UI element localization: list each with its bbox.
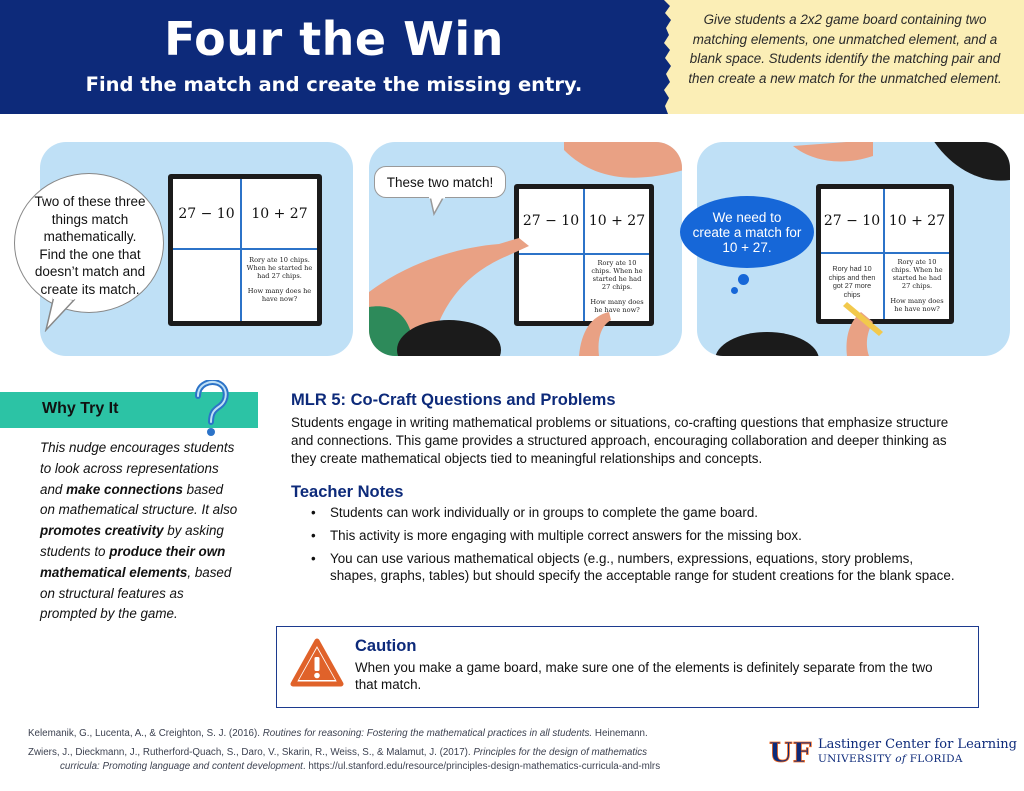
page-title: Four the Win <box>164 12 504 66</box>
why-emphasis: promotes creativity <box>40 523 164 539</box>
why-text: This nudge encourages students to look across representations and <box>40 440 235 497</box>
board-cell-expression-a: 27 − 10 <box>821 189 885 254</box>
caution-body: When you make a game board, make sure one of the elements is definitely separate from the two that match. <box>355 660 933 693</box>
teacher-note-item: • Students can work individually or in groups to complete the game board. <box>311 504 961 521</box>
university-text: FLORIDA <box>906 753 963 765</box>
teacher-notes-list <box>311 504 961 590</box>
thought-dot <box>738 274 749 285</box>
story-problem-question: How many does he have now? <box>890 297 944 313</box>
speech-bubble-tail <box>44 296 84 332</box>
board-cell-expression-a: 27 − 10 <box>173 179 242 250</box>
game-board <box>168 174 322 326</box>
question-mark-icon <box>190 380 232 438</box>
caution-heading: Caution <box>355 637 417 655</box>
board-cell-expression-b: 10 + 27 <box>885 189 949 254</box>
board-cell-expression-b: 10 + 27 <box>242 179 317 250</box>
reference-title: Routines for reasoning: Fostering the mathematical practices in all students. <box>262 728 593 739</box>
why-text: , based on structural features as prompted by the game. <box>40 564 232 622</box>
student-hair-graphic <box>793 142 1010 186</box>
teacher-notes-heading: Teacher Notes <box>291 483 404 501</box>
board-cell-blank <box>173 250 242 321</box>
header-description: Give students a 2x2 game board containing two matching elements, one unmatched element, and a blank space. Students identify the matching pair and then create a new match for the unmatched element. <box>688 12 1002 86</box>
reference-link: . https://ul.stanford.edu/resource/principles-design-mathematics-curricula-and-mlrs <box>302 760 661 772</box>
why-emphasis: make connections <box>66 481 183 497</box>
university-name <box>818 753 963 765</box>
torn-edge-graphic <box>656 0 672 114</box>
speech-bubble-tail <box>426 196 448 216</box>
why-emphasis: produce their own mathematical elements <box>40 543 226 580</box>
speech-bubble-1-text: Two of these three things match mathematically. Find the one that doesn’t match and create its match. <box>34 194 146 297</box>
why-try-it-title: Why Try It <box>42 400 119 417</box>
board-cell-expression-a: 27 − 10 <box>519 189 585 255</box>
story-problem-question: How many does he have now? <box>247 287 312 303</box>
teacher-note-item: • You can use various mathematical objects (e.g., numbers, expressions, equations, story problems, shapes, graphs, tables) but should specify the acceptable range for student creations for the blank space. <box>311 550 961 584</box>
board-cell-expression-b: 10 + 27 <box>585 189 649 255</box>
teacher-note-item: • This activity is more engaging with multiple correct answers for the missing box. <box>311 527 961 544</box>
lastinger-center-name: Lastinger Center for Learning <box>818 737 1017 752</box>
reference-text: Zwiers, J., Dieckmann, J., Rutherford-Quach, S., Daro, V., Skarin, R., Weiss, S., & Malamut, J. (2017). <box>28 747 474 758</box>
student-hand-pencil-graphic <box>697 282 1010 356</box>
reference-2 <box>28 746 748 773</box>
why-text: based on mathematical structure. It also <box>40 481 238 518</box>
students-hands-graphic <box>369 222 682 356</box>
reference-title: curricula: Promoting language and content development <box>60 760 303 772</box>
story-problem-text: Rory ate 10 chips. When he started he had 27 chips. <box>246 256 313 280</box>
why-text: by asking students to <box>40 523 224 559</box>
warning-icon <box>290 638 344 688</box>
board-cell-student-answer: Rory had 10 chips and then got 27 more chips <box>821 254 885 319</box>
reference-1 <box>28 727 648 741</box>
mlr-heading: MLR 5: Co-Craft Questions and Problems <box>291 391 616 409</box>
story-problem-text: Rory ate 10 chips. When he started he had 27 chips. <box>891 258 943 290</box>
student-hair-graphic <box>564 142 682 184</box>
uf-logo-icon <box>769 737 817 767</box>
page-subtitle: Find the match and create the missing entry. <box>85 73 583 96</box>
mlr-description: Students engage in writing mathematical problems or situations, co-crafting questions that emphasize structure and connections. This game provides a structured approach, encouraging collaboration and deeper thinking as they create mathematical objects tied to meaningful relationships and concepts. <box>291 415 949 466</box>
svg-text:UF: UF <box>769 738 812 767</box>
reference-title: Principles for the design of mathematics <box>473 747 648 758</box>
university-text: of <box>895 753 907 765</box>
reference-text: Kelemanik, G., Lucenta, A., & Creighton, S. J. (2016). <box>28 728 263 739</box>
story-problem-question: How many does he have now? <box>590 298 644 314</box>
reference-text: Heinemann. <box>592 728 648 739</box>
story-problem-text: Rory ate 10 chips. When he started he had 27 chips. <box>591 259 643 291</box>
why-try-it-body <box>40 438 240 625</box>
thought-dot <box>731 287 738 294</box>
speech-bubble-2: These two match! <box>374 166 506 198</box>
university-text: UNIVERSITY <box>818 753 896 765</box>
board-cell-story <box>242 250 317 321</box>
thought-bubble: We need to create a match for 10 + 27. <box>680 196 814 268</box>
